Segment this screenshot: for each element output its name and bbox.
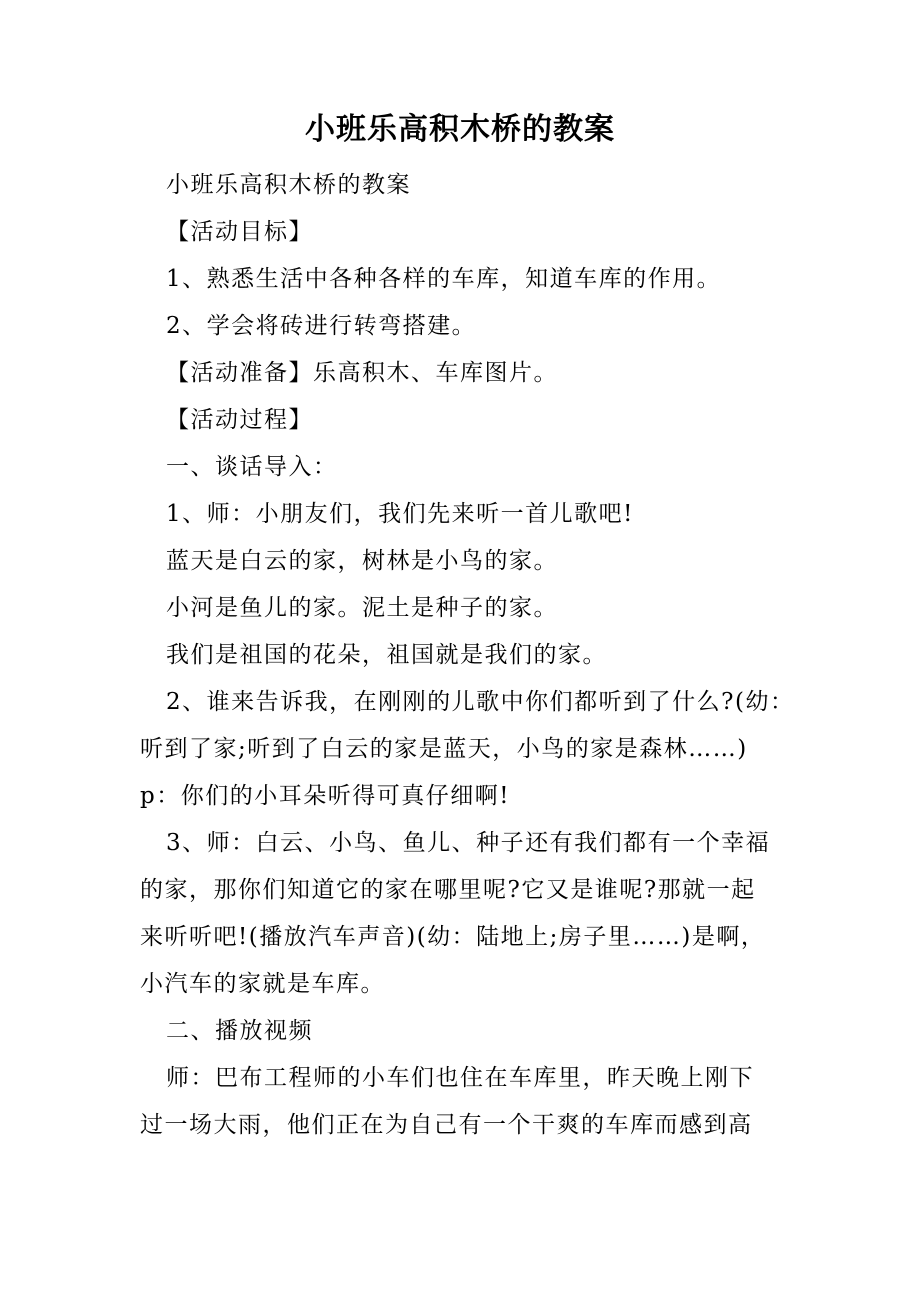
paragraph-line: 来听听吧!(播放汽车声音)(幼：陆地上;房子里……)是啊， — [140, 924, 766, 950]
paragraph-line: 2、学会将砖进行转弯搭建。 — [166, 313, 477, 339]
paragraph-line: 小河是鱼儿的家。泥土是种子的家。 — [166, 595, 558, 621]
paragraph-line: 2、谁来告诉我，在刚刚的儿歌中你们都听到了什么?(幼： — [166, 689, 795, 715]
paragraph-line: 二、播放视频 — [166, 1018, 313, 1044]
paragraph-line: 小班乐高积木桥的教案 — [166, 172, 411, 198]
section-heading-process: 【活动过程】 — [166, 407, 313, 433]
paragraph-line: p：你们的小耳朵听得可真仔细啊! — [140, 783, 510, 809]
document-title: 小班乐高积木桥的教案 — [305, 112, 615, 147]
paragraph-line: 小汽车的家就是车库。 — [140, 971, 385, 997]
paragraph-line: 一、谈话导入： — [166, 454, 338, 480]
paragraph-line: 1、师：小朋友们，我们先来听一首儿歌吧! — [166, 501, 634, 527]
paragraph-line: 3、师：白云、小鸟、鱼儿、种子还有我们都有一个幸福 — [166, 830, 771, 856]
paragraph-line: 我们是祖国的花朵，祖国就是我们的家。 — [166, 642, 607, 668]
paragraph-line: 听到了家;听到了白云的家是蓝天，小鸟的家是森林……) — [140, 736, 748, 762]
paragraph-line: 过一场大雨，他们正在为自己有一个干爽的车库而感到高 — [140, 1112, 753, 1138]
paragraph-line: 师：巴布工程师的小车们也住在车库里，昨天晚上刚下 — [166, 1065, 754, 1091]
section-heading-goals: 【活动目标】 — [166, 219, 313, 245]
paragraph-line: 的家，那你们知道它的家在哪里呢?它又是谁呢?那就一起 — [140, 877, 756, 903]
document-body — [140, 162, 795, 1149]
paragraph-line: 1、熟悉生活中各种各样的车库，知道车库的作用。 — [166, 266, 722, 292]
paragraph-line: 蓝天是白云的家，树林是小鸟的家。 — [166, 548, 558, 574]
section-heading-preparation: 【活动准备】乐高积木、车库图片。 — [166, 360, 558, 386]
